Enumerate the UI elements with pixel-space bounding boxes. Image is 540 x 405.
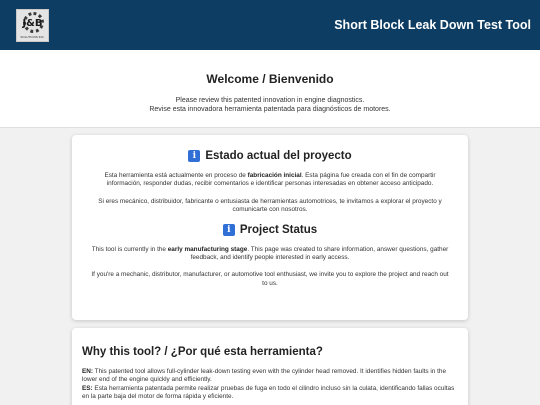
status-heading-es-text: Estado actual del proyecto (205, 150, 352, 162)
welcome-section (0, 50, 540, 128)
why-en-label: EN: (82, 368, 94, 375)
project-status-card (72, 135, 468, 320)
why-es-text: Esta herramienta patentada permite realizar pruebas de fuga en todo el cilindro incluso sin la culata, identificando fallas ocultas en la parte baja del motor de forma rápida y eficiente. (82, 384, 455, 401)
why-en-text: This patented tool allows full-cylinder leak-down testing even with the cylinder head removed. It identifies hidden faults in the lower end of the engine quickly and efficiently. (82, 368, 447, 384)
status-es-1-text-end: . Esta página fue creada con el fin de compartir información, responder dudas, recibir comentarios e identificar personas interesadas en obtener acceso anticipado. (106, 172, 436, 188)
why-text-es (82, 385, 458, 402)
status-heading-en-text: Project Status (239, 223, 318, 236)
status-es-1-text: Esta herramienta está actualmente en proceso de (104, 172, 248, 179)
status-paragraph-en-1 (90, 246, 450, 263)
info-icon: i (188, 150, 200, 162)
status-es-1-bold: fabricación inicial (247, 172, 302, 179)
welcome-text-en: Please review this patented innovation in engine diagnostics. (175, 97, 365, 104)
status-en-1-text: This tool is currently in the (91, 245, 168, 253)
why-this-tool-card (72, 328, 468, 405)
welcome-heading: Welcome / Bienvenido (206, 72, 334, 86)
status-heading-en (90, 224, 450, 236)
status-en-1-text-end: . This page was created to share information, answer questions, gather feedback, and identify people interested in early access. (190, 245, 449, 262)
status-en-1-bold: early manufacturing stage (167, 245, 248, 253)
info-icon: i (223, 224, 235, 236)
welcome-text-es: Revise esta innovadora herramienta patentada para diagnósticos de motores. (149, 105, 391, 113)
why-text-en (82, 368, 458, 385)
why-heading: Why this tool? / ¿Por qué esta herramienta? (82, 346, 323, 358)
logo-subtext: SOLUTIONS INC. (20, 35, 45, 39)
status-paragraph-es-1 (90, 172, 450, 189)
status-heading-es (90, 150, 450, 162)
why-es-label: ES: (82, 384, 93, 392)
site-header (0, 0, 540, 50)
site-title: Short Block Leak Down Test Tool (334, 18, 531, 32)
company-logo[interactable] (16, 9, 49, 42)
status-paragraph-es-2: Si eres mecánico, distribuidor, fabricante o entusiasta de herramientas automotrices, te invitamos a explorar el proyecto y comunicarte con nosotros. (98, 197, 442, 214)
logo-text: J&B (22, 18, 43, 29)
status-paragraph-en-2: If you're a mechanic, distributor, manufacturer, or automotive tool enthusiast, we invite you to explore the project and reach out to us. (91, 271, 449, 287)
